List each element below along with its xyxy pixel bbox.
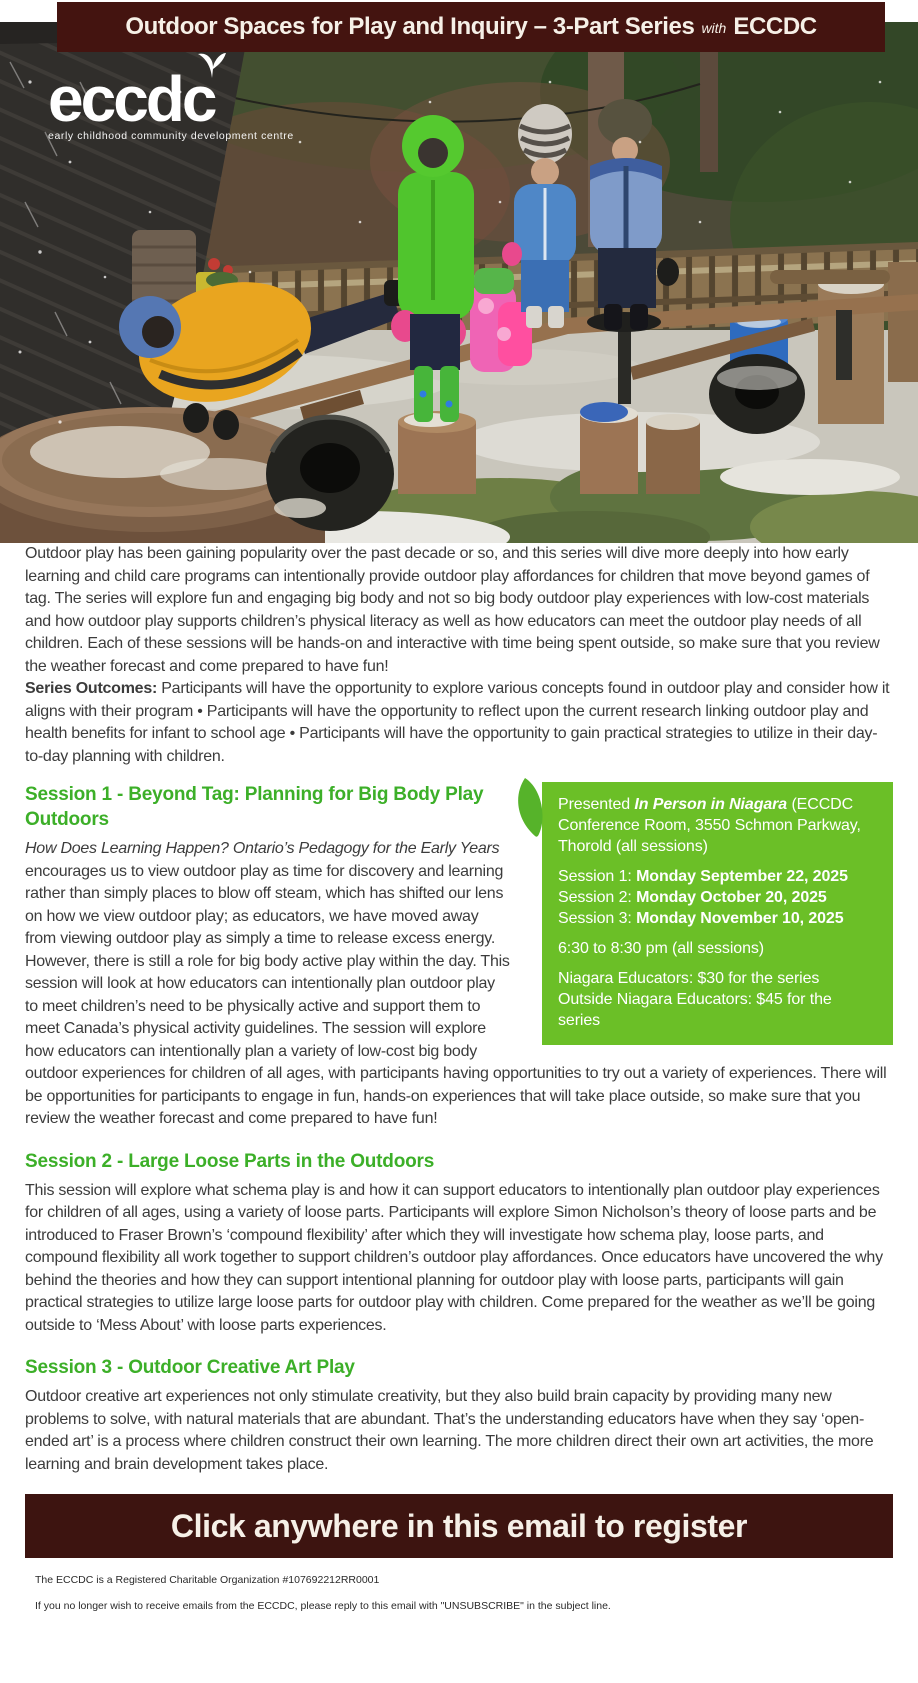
footer-unsubscribe-line: If you no longer wish to receive emails from the ECCDC, please reply to this email with "UNSUBSCRIBE" in the subject line. (35, 1600, 611, 1612)
sprout-icon (196, 50, 228, 78)
intro-paragraph: Outdoor play has been gaining popularity over the past decade or so, and this series will dive more deeply into how early learning and child care programs can intentionally provide outdoor play affordances for children that move beyond games of tag. The series will explore fun and engaging big body and not so big body outdoor play experiences with low-cost materials and how outdoor play supports children’s physical literacy as well as how educators can meet the outdoor play needs of all children. Each of these sessions will be hands-on and interactive with time being spent outside, so make sure that you review the weather forecast and come prepared to have fun! (25, 545, 880, 675)
logo-tagline: early childhood community development centre (48, 130, 294, 142)
session-3-body: Outdoor creative art experiences not only stimulate creativity, but they also build brain capacity by providing many new problems to solve, with natural materials that are abundant. That’s the understanding educators have when they say ‘open-ended art’ is a process where children construct their own learning. The more children direct their own art activities, the more learning and brain development takes place. (25, 1388, 874, 1473)
session-3-date-label: Session 3: (558, 910, 637, 927)
hero-photo-children-outdoor-play (0, 22, 918, 543)
page-title-org: ECCDC (733, 13, 817, 40)
page-title-with: with (701, 20, 727, 36)
session-1-date: Monday September 22, 2025 (636, 868, 848, 885)
series-outcomes-label: Series Outcomes: (25, 680, 158, 697)
leaf-icon (511, 776, 545, 838)
register-banner-label: Click anywhere in this email to register (170, 1507, 748, 1544)
blue-bucket (580, 402, 628, 422)
session-pricing (558, 968, 877, 1031)
session-2-body: This session will explore what schema play is and how it can support educators to intentionally plan outdoor play experiences for children of all ages, using a variety of loose parts. Participants will explore Simon Nicholson’s theory of loose parts and be introduced to Fraser Brown’s ‘compound flexibility’ after which they will investigate how schema play, loose parts, and compound flexibility all work together to support children’s outdoor play affordances. Once educators have uncovered the why behind the theories and how they can support intentional planning for outdoor play with loose parts, participants will gain practical strategies to utilize large loose parts for outdoor play with children. Come prepared for the weather as we’ll be going outside to ‘Mess About’ with loose parts experiences. (25, 1181, 883, 1334)
green-rain-boot (440, 366, 459, 422)
session-1-date-label: Session 1: (558, 868, 637, 885)
session-2-heading: Session 2 - Large Loose Parts in the Outdoors (25, 1150, 435, 1172)
session-3-heading: Session 3 - Outdoor Creative Art Play (25, 1357, 355, 1378)
presented-location: In Person in Niagara (634, 796, 788, 813)
footer-charitable-line: The ECCDC is a Registered Charitable Organization #107692212RR0001 (35, 1574, 380, 1586)
series-outcomes-text: Participants will have the opportunity to explore various concepts found in outdoor play and consider how it aligns with their program • Participants will have the opportunity to reflect upon the current research linking outdoor play and health benefits for infant to school age • Participants will have the opportunity to gain practical strategies to utilize in their day-to-day planning with children. (25, 680, 890, 765)
session-2-date: Monday October 20, 2025 (636, 889, 827, 906)
eccdc-logo (48, 63, 294, 142)
register-banner[interactable] (25, 1494, 893, 1558)
session-1-italic-lead: How Does Learning Happen? Ontario’s Pedagogy for the Early Years (25, 840, 500, 857)
session-2-date-row (558, 887, 877, 908)
session-1-heading: Session 1 - Beyond Tag: Planning for Big Body Play Outdoors (25, 784, 484, 830)
series-outcomes-paragraph (25, 678, 893, 768)
price-niagara: Niagara Educators: $30 for the series (558, 970, 820, 987)
price-outside-niagara: Outside Niagara Educators: $45 for the series (558, 991, 832, 1029)
stump-center (398, 411, 476, 494)
main-content (0, 543, 918, 1476)
session-2-section (25, 1149, 893, 1338)
header-title-bar (57, 2, 885, 52)
footer (0, 1558, 918, 1612)
tire-center (266, 417, 394, 531)
session-1-section (25, 782, 893, 1131)
logo-wordmark: eccdc (48, 63, 215, 135)
metal-stand (587, 312, 661, 332)
session-3-section (25, 1355, 893, 1476)
page-title: Outdoor Spaces for Play and Inquiry – 3-Part Series (125, 13, 695, 40)
session-3-date: Monday November 10, 2025 (636, 910, 844, 927)
black-mitten (657, 258, 679, 286)
session-info-box (542, 782, 893, 1045)
presented-line (558, 794, 877, 857)
session-3-date-row (558, 908, 877, 929)
tire-right (709, 354, 805, 434)
session-dates (558, 866, 877, 929)
session-1-text: encourages us to view outdoor play as time for discovery and learning rather than simply places to blow off steam, which has shifted our lens on how we view outdoor play; as educators, we have moved away from viewing outdoor play as simply a time to release excess energy. However, there is still a role for big body active play within the day. This session will look at how educators can intentionally plan outdoor play to meet children’s need to be physically active and support them to meet Canada’s physical activity guidelines. The session will explore how educators can intentionally plan a variety of low-cost big body outdoor experiences for children of all ages, with participants having opportunities to try out a variety of experiences. There will be opportunities for participants to engage in fun, hands-on experiences that will take place outside, so make sure that you review the weather forecast and come prepared to have fun! (25, 862, 887, 1127)
session-info-box-wrap (542, 782, 893, 1045)
session-time: 6:30 to 8:30 pm (all sessions) (558, 940, 764, 957)
session-2-date-label: Session 2: (558, 889, 637, 906)
session-1-date-row (558, 866, 877, 887)
presented-suffix: (ECCDC Conference Room, 3550 Schmon Parkway, Thorold (all sessions) (558, 796, 861, 855)
presented-prefix: Presented (558, 796, 635, 813)
